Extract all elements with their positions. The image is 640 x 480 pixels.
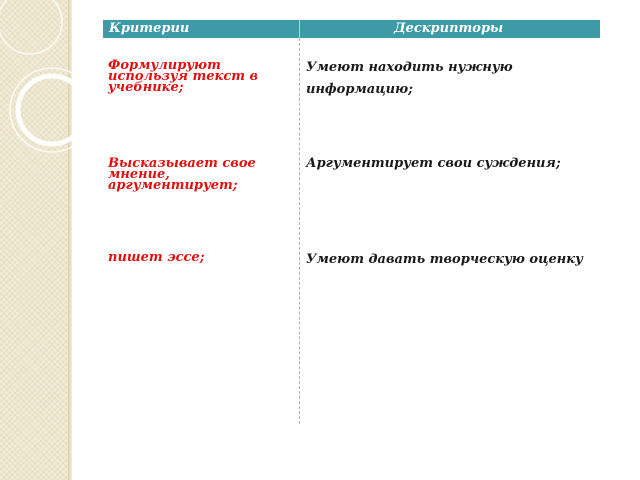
header-criteria: Критерии: [109, 21, 190, 36]
header-column-divider: [299, 20, 300, 38]
descriptor-3: Умеют давать творческую оценку: [306, 252, 583, 267]
criterion-3: пишет эссе;: [108, 250, 205, 265]
descriptor-1: Умеют находить нужную информацию;: [306, 60, 513, 97]
descriptor-2: Аргументирует свои суждения;: [306, 156, 561, 171]
header-descriptors: Дескрипторы: [394, 21, 504, 36]
criterion-2: Высказывает свое мнение, аргументирует;: [108, 156, 256, 193]
column-divider: [299, 38, 300, 424]
table-header: [103, 20, 600, 38]
decorative-circles-ornament: [0, 0, 120, 160]
criterion-1: Формулируют используя текст в учебнике;: [108, 58, 259, 95]
